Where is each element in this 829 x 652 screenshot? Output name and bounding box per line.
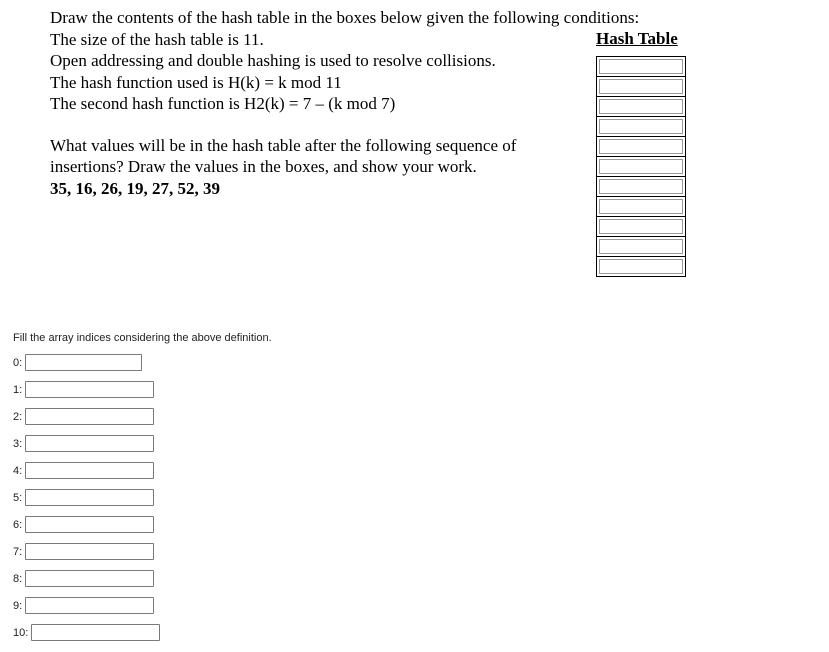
index-2-input[interactable] bbox=[25, 408, 154, 425]
question-line-intro: Draw the contents of the hash table in the boxes below given the following conditions: bbox=[50, 8, 640, 27]
index-row-4 bbox=[13, 462, 154, 479]
index-row-3 bbox=[13, 435, 154, 452]
question-text bbox=[50, 7, 640, 199]
index-label: 6: bbox=[13, 518, 23, 531]
index-label: 1: bbox=[13, 383, 23, 396]
index-row-9 bbox=[13, 597, 154, 614]
index-label: 0: bbox=[13, 356, 23, 369]
index-row-0 bbox=[13, 354, 142, 371]
index-label: 9: bbox=[13, 599, 23, 612]
question-line-hash-function: The hash function used is H(k) = k mod 11 bbox=[50, 72, 342, 92]
index-0-input[interactable] bbox=[25, 354, 142, 371]
form-prompt: Fill the array indices considering the above definition. bbox=[13, 332, 272, 344]
index-label: 5: bbox=[13, 491, 23, 504]
index-10-input[interactable] bbox=[31, 624, 160, 641]
hash-table-cell bbox=[597, 97, 685, 117]
hash-table-heading: Hash Table bbox=[596, 29, 678, 48]
index-label: 2: bbox=[13, 410, 23, 423]
question-line-collision: Open addressing and double hashing is used to resolve collisions. bbox=[50, 51, 496, 70]
index-1-input[interactable] bbox=[25, 381, 154, 398]
hash-table-cell bbox=[597, 197, 685, 217]
index-label: 7: bbox=[13, 545, 23, 558]
question-line-second-hash: The second hash function is H2(k) = 7 – (k mod 7) bbox=[50, 94, 396, 113]
index-row-5 bbox=[13, 489, 154, 506]
index-6-input[interactable] bbox=[25, 516, 154, 533]
index-label: 10: bbox=[13, 626, 29, 639]
index-label: 3: bbox=[13, 437, 23, 450]
question-spacer bbox=[50, 115, 590, 135]
hash-table-cell bbox=[597, 157, 685, 177]
index-4-input[interactable] bbox=[25, 462, 154, 479]
index-label: 4: bbox=[13, 464, 23, 477]
insertion-sequence: 35, 16, 26, 19, 27, 52, 39 bbox=[50, 178, 220, 198]
index-row-8 bbox=[13, 570, 154, 587]
index-5-input[interactable] bbox=[25, 489, 154, 506]
index-row-2 bbox=[13, 408, 154, 425]
hash-table-cell bbox=[597, 57, 685, 77]
index-9-input[interactable] bbox=[25, 597, 154, 614]
question-line-instruction-1: What values will be in the hash table after the following sequence of bbox=[50, 135, 517, 155]
index-3-input[interactable] bbox=[25, 435, 154, 452]
index-row-6 bbox=[13, 516, 154, 533]
question-line-instruction-2: insertions? Draw the values in the boxes, and show your work. bbox=[50, 157, 477, 176]
question-line-table-size: The size of the hash table is 11. bbox=[50, 29, 264, 49]
index-label: 8: bbox=[13, 572, 23, 585]
index-7-input[interactable] bbox=[25, 543, 154, 560]
index-row-1 bbox=[13, 381, 154, 398]
hash-table-cell bbox=[597, 177, 685, 197]
hash-table-cell bbox=[597, 77, 685, 97]
index-row-7 bbox=[13, 543, 154, 560]
hash-table-cell bbox=[597, 137, 685, 157]
hash-table-cell bbox=[597, 117, 685, 137]
index-row-10 bbox=[13, 624, 160, 641]
hash-table-cell bbox=[597, 217, 685, 237]
hash-table-cell bbox=[597, 257, 685, 276]
hash-table-cell bbox=[597, 237, 685, 257]
hash-table-diagram bbox=[596, 56, 686, 277]
index-8-input[interactable] bbox=[25, 570, 154, 587]
